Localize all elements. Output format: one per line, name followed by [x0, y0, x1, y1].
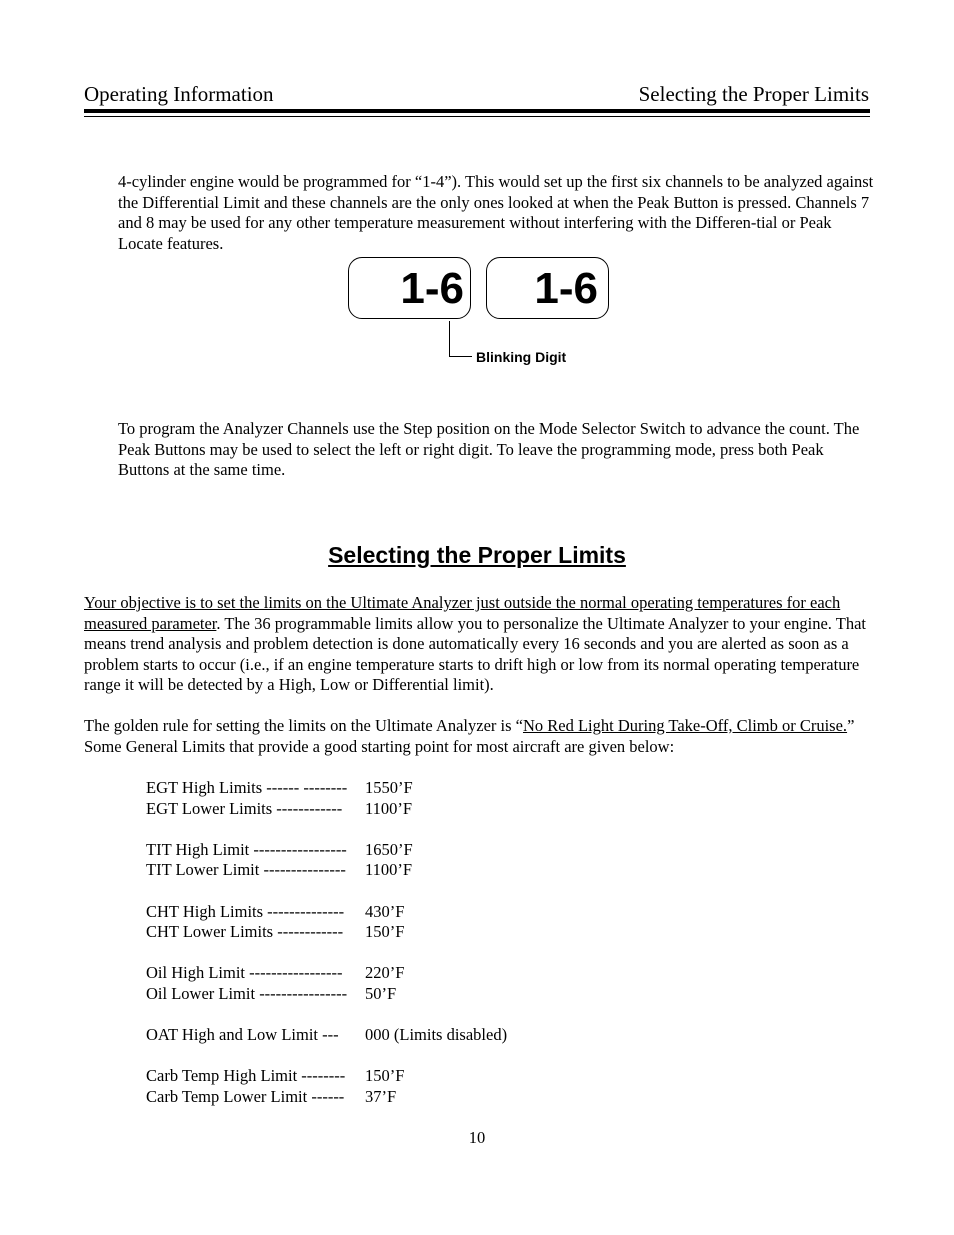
- header-section-title: Operating Information: [84, 82, 274, 106]
- limit-value: 220’F: [365, 963, 405, 983]
- limit-value: 1100’F: [365, 860, 413, 880]
- intro-paragraph: 4-cylinder engine would be programmed for “1-4”). This would set up the first six channels to be analyzed against the Differential Limit and these channels are the only ones looked at when the Peak Button is pressed. Channels 7 and 8 may be used for any other temperature measurement without interfering with the Differen-tial or Peak Locate features.: [118, 172, 874, 253]
- golden-rule-tail: ” Some General Limits that provide a good starting point for most aircraft are given below:: [84, 716, 855, 756]
- golden-rule-paragraph: [84, 716, 874, 757]
- limit-value: 430’F: [365, 901, 405, 921]
- display-left: 1-6: [348, 257, 471, 319]
- limit-label: Oil Lower Limit ----------------: [146, 983, 348, 1003]
- blinking-digit-label: Blinking Digit: [476, 349, 567, 365]
- pointer-line-horizontal: [449, 356, 472, 357]
- limit-label: EGT Lower Limits ------------: [146, 798, 343, 818]
- limit-value: 150’F: [365, 1066, 405, 1086]
- pointer-line-vertical: [449, 321, 450, 357]
- limit-label: Carb Temp High Limit --------: [146, 1066, 346, 1086]
- section-heading: Selecting the Proper Limits: [328, 542, 626, 568]
- limit-label: TIT High Limit -----------------: [146, 839, 347, 859]
- objective-paragraph: [84, 593, 874, 696]
- objective-underlined-text: Your objective is to set the limits on the Ultimate Analyzer just outside the normal operating temperatures for each measured parameter: [84, 593, 841, 633]
- limit-value: 1650’F: [365, 839, 413, 859]
- limit-value: 1100’F: [365, 798, 413, 818]
- golden-rule-quote: No Red Light During Take-Off, Climb or Cruise.: [522, 716, 848, 735]
- limit-label: OAT High and Low Limit ---: [146, 1025, 339, 1045]
- limit-label: CHT Lower Limits ------------: [146, 922, 344, 942]
- objective-body-text: . The 36 programmable limits allow you to personalize the Ultimate Analyzer to your engine. That means trend analysis and problem detection is done automatically every 16 seconds and you are alerted as soon as a problem starts to occur (i.e., if an engine temperature starts to drift high or low from its normal operating temperature range it will be detected by a High, Low or Differential limit).: [84, 613, 866, 695]
- limit-label: EGT High Limits ------ --------: [146, 778, 348, 797]
- limit-label: TIT Lower Limit ---------------: [146, 860, 346, 880]
- golden-rule-lead: The golden rule for setting the limits on the Ultimate Analyzer is “: [84, 716, 523, 735]
- header-rule-thin: [84, 116, 870, 117]
- limit-value: 1550’F: [365, 778, 413, 797]
- limit-label: Oil High Limit -----------------: [146, 963, 343, 983]
- header-rule-thick: [84, 109, 870, 113]
- limit-value: 000 (Limits disabled): [365, 1025, 508, 1045]
- header-page-topic: Selecting the Proper Limits: [638, 82, 869, 106]
- limit-label: Carb Temp Lower Limit ------: [146, 1086, 345, 1106]
- page-number: 10: [468, 1128, 486, 1147]
- limit-value: 150’F: [365, 922, 405, 942]
- limit-value: 37’F: [365, 1086, 397, 1106]
- display-right: 1-6: [486, 257, 609, 319]
- limit-value: 50’F: [365, 983, 397, 1003]
- programming-paragraph: To program the Analyzer Channels use the Step position on the Mode Selector Switch to advance the count. The Peak Buttons may be used to select the left or right digit. To leave the programming mode, press both Peak Buttons at the same time.: [118, 419, 860, 480]
- limit-label: CHT High Limits --------------: [146, 901, 345, 921]
